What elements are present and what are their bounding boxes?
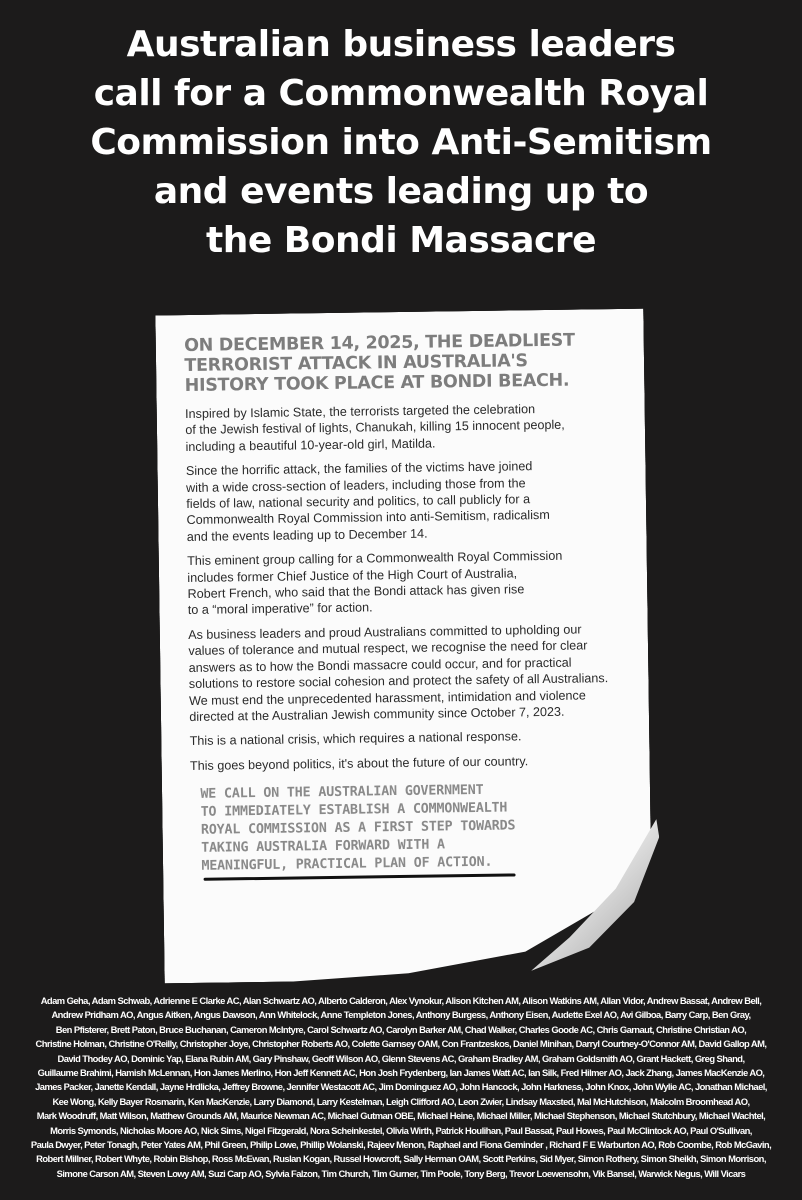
signatories-line: Andrew Pridham AO, Angus Aitken, Angus Dawson, Ann Whitelock, Anne Templeton Jones, Anthony Burgess, Anthony Eisen, Audette Exel AO, Avi Gilboa, Barry Carp, Ben Gray, (51, 1009, 751, 1021)
paragraph-line: solutions to restore social cohesion and protect the safety of all Australians. (188, 671, 609, 692)
lead-line: ON DECEMBER 14, 2025, THE DEADLIEST (184, 330, 575, 356)
paragraph-line: of the Jewish festival of lights, Chanukah, killing 15 innocent people, (185, 418, 565, 438)
call-line: ROYAL COMMISSION AS A FIRST STEP TOWARDS (200, 818, 516, 838)
paragraph-line: This is a national crisis, which requires a national response. (189, 729, 522, 749)
signatories-line: Christine Holman, Christine O'Reilly, Christopher Joye, Christopher Roberts AO, Colette Garnsey OAM, Con Frantzeskos, Daniel Minihan, Darryl Courtney-O'Connor AM, David Gallop AM, (35, 1038, 767, 1050)
paragraph-line: fields of law, national security and politics, to call publicly for a (186, 492, 531, 512)
call-to-action (200, 780, 603, 876)
signatories-line: David Thodey AO, Dominic Yap, Elana Rubin AM, Gary Pinshaw, Geoff Wilson AO, Glenn Stevens AC, Graham Bradley AM, Graham Goldsmith AO, Grant Hackett, Greg Shand, (57, 1052, 745, 1064)
signatories-list (18, 994, 784, 1181)
headline-line: Australian business leaders (126, 24, 676, 65)
signatories-line: Adam Geha, Adam Schwab, Adrienne E Clarke AC, Alan Schwartz AO, Alberto Calderon, Alex Vynokur, Alison Kitchen AM, Alison Watkins AM, Allan Vidor, Andrew Bassat, Andrew Bell, (40, 995, 762, 1006)
call-line: MEANINGFUL, PRACTICAL PLAN OF ACTION. (201, 854, 493, 874)
letter-lead (184, 330, 597, 396)
letter-paragraph (190, 728, 602, 750)
call-line: TAKING AUSTRALIA FORWARD WITH A (201, 837, 445, 856)
headline-line: Commission into Anti-Semitism (90, 122, 712, 163)
headline-line: and events leading up to (153, 171, 649, 212)
letter-content (184, 330, 609, 881)
paragraph-line: This goes beyond politics, it's about the future of our country. (189, 753, 529, 773)
call-line: WE CALL ON THE AUSTRALIAN GOVERNMENT (200, 782, 484, 802)
paragraph-line: Since the horrific attack, the families of the victims have joined (185, 459, 533, 479)
signatories-line: Mark Woodruff, Matt Wilson, Matthew Grounds AM, Maurice Newman AC, Michael Gutman OBE, Michael Heine, Michael Miller, Michael Stephenson, Michael Stutchbury, Michael Wachtel, (36, 1110, 766, 1122)
signatories-line: Robert Millner, Robert Whyte, Robin Bishop, Ross McEwan, Ruslan Kogan, Russel Howcroft, Sally Herman OAM, Scott Perkins, Sid Myer, Simon Rothery, Simon Sheikh, Simon Morrison, (36, 1153, 766, 1165)
paragraph-line: We must end the unprecedented harassment, intimidation and violence (188, 687, 586, 708)
paragraph-line: As business leaders and proud Australians committed to upholding our (188, 622, 582, 642)
paragraph-line: Commonwealth Royal Commission into anti-Semitism, radicalism (186, 508, 550, 528)
lead-line: HISTORY TOOK PLACE AT BONDI BEACH. (184, 370, 570, 396)
paragraph-line: Inspired by Islamic State, the terrorists targeted the celebration (184, 402, 536, 421)
headline-line: call for a Commonwealth Royal (93, 73, 709, 114)
headline-line: the Bondi Massacre (205, 220, 596, 261)
letter-paragraph (185, 400, 598, 455)
signatories-line: Paula Dwyer, Peter Tonagh, Peter Yates AM, Phil Green, Philip Lowe, Phillip Wolanski, Rajeev Menon, Raphael and Fiona Geminder , Richard F E Warburton AO, Rob Coombe, Rob McGavin, (30, 1139, 772, 1151)
signatories-line: James Packer, Janette Kendall, Jayne Hrdlicka, Jeffrey Browne, Jennifer Westacott AC, Jim Dominguez AO, John Hancock, John Harkness, John Knox, John Wylie AC, Jonathan Michael, (35, 1081, 767, 1093)
paragraph-line: answers as to how the Bondi massacre could occur, and for practical (188, 655, 572, 675)
call-line: TO IMMEDIATELY ESTABLISH A COMMONWEALTH (200, 800, 508, 820)
signatories-line: Ben Pfisterer, Brett Paton, Bruce Buchanan, Cameron McIntyre, Carol Schwartz AO, Carolyn Barker AM, Chad Walker, Charles Goode AC, Chris Garnaut, Christine Christian AO, (55, 1023, 747, 1035)
paragraph-line: includes former Chief Justice of the High Court of Australia, (187, 566, 518, 585)
paragraph-line: This eminent group calling for a Commonwealth Royal Commission (187, 548, 563, 569)
letter-paragraph (188, 621, 609, 725)
paragraph-line: Robert French, who said that the Bondi attack has given rise (187, 582, 525, 602)
letter-paragraph (187, 547, 600, 618)
signatories-line: Simone Carson AM, Steven Lowy AM, Suzi Carp AO, Sylvia Falzon, Tim Church, Tim Gurner, Tim Poole, Tony Berg, Trevor Loewensohn, Vik Bansel, Warwick Negus, Will Vicars (56, 1167, 746, 1179)
letter-paragraph (190, 752, 602, 774)
paragraph-line: directed at the Australian Jewish community since October 7, 2023. (189, 704, 565, 724)
paragraph-line: and the events leading up to December 14. (186, 526, 428, 544)
letter-paragraph (186, 457, 599, 545)
lead-line: TERRORIST ATTACK IN AUSTRALIA'S (184, 351, 528, 376)
paragraph-line: including a beautiful 10-year-old girl, Matilda. (185, 436, 436, 454)
paragraph-line: to a “moral imperative” for action. (187, 600, 373, 618)
paragraph-line: with a wide cross-section of leaders, including those from the (186, 475, 526, 495)
headline (10, 20, 792, 265)
signatories-line: Morris Symonds, Nicholas Moore AO, Nick Sims, Nigel Fitzgerald, Nora Scheinkestel, Olivia Wirth, Patrick Houlihan, Paul Bassat, Paul Howes, Paul McClintock AO, Paul O'Sullivan, (50, 1124, 752, 1136)
signatories-line: Guillaume Brahimi, Hamish McLennan, Hon James Merlino, Hon Jeff Kennett AC, Hon Josh Frydenberg, Ian James Watt AC, Ian Silk, Fred Hilmer AO, Jack Zhang, James MacKenzie AO, (37, 1067, 765, 1079)
paragraph-line: values of tolerance and mutual respect, we recognise the need for clear (188, 638, 588, 659)
signatories-line: Kee Wong, Kelly Bayer Rosmarin, Ken MacKenzie, Larry Diamond, Larry Kestelman, Leigh Clifford AO, Leon Zwier, Lindsay Maxsted, Mal McHutchison, Malcolm Broomhead AO, (52, 1095, 750, 1107)
